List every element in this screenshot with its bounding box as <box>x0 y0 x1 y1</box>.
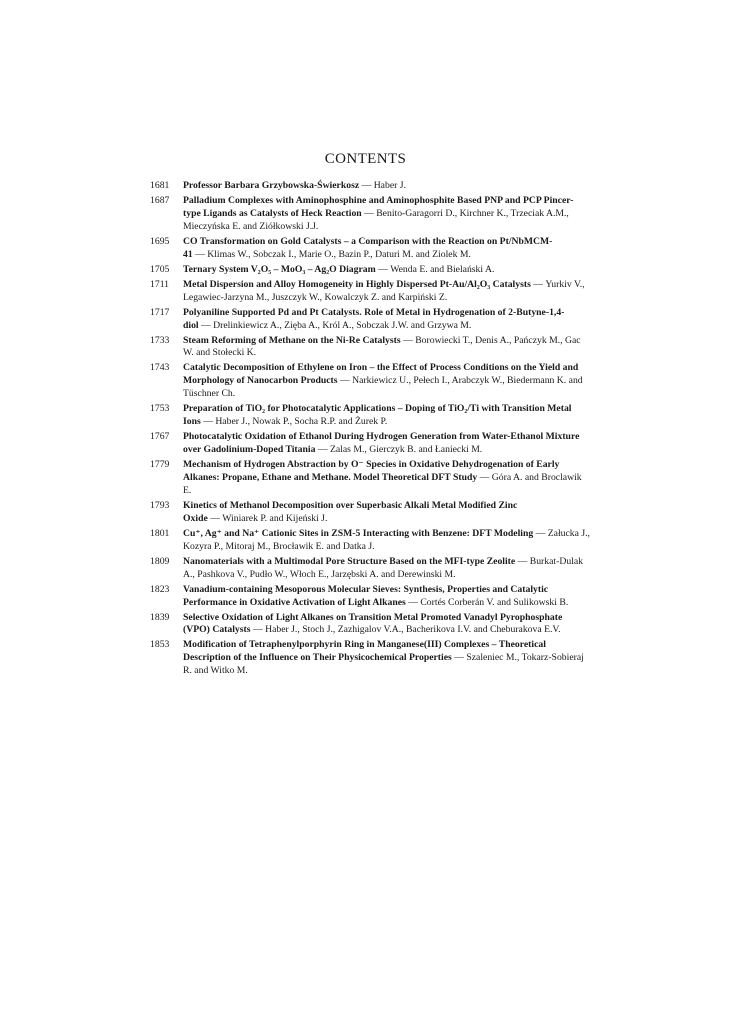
entry-authors: Borowiecki T., Denis A., Pańczyk M., Gac W. and Stołecki K. <box>183 334 581 359</box>
entry-page-number: 1853 <box>150 639 170 651</box>
entry-page-number: 1717 <box>150 306 170 318</box>
entry-authors: Góra A. and Broclawik E. <box>183 471 582 496</box>
entry-page-number: 1695 <box>150 235 170 247</box>
toc-entry <box>150 236 590 262</box>
entry-text <box>183 335 590 361</box>
author-separator: — <box>200 416 213 428</box>
entry-text <box>183 528 590 554</box>
entry-page-number: 1779 <box>150 459 170 471</box>
toc-entry <box>150 180 590 193</box>
entry-title: Cu⁺, Ag⁺ and Na⁺ Cationic Sites in ZSM-5 Interacting with Benzene: DFT Modeling <box>183 527 534 539</box>
author-separator: — <box>361 207 374 219</box>
author-separator: — <box>315 444 328 456</box>
entry-authors: Benito-Garagorri D., Kirchner K., Trzeciak A.M., Mieczyńska E. and Ziółkowski J.J. <box>183 207 569 232</box>
author-separator: — <box>451 652 464 664</box>
author-separator: — <box>533 527 546 539</box>
table-of-contents <box>150 180 590 680</box>
entry-page-number: 1809 <box>150 555 170 567</box>
entry-text <box>183 556 590 582</box>
entry-authors: Załucka J., Kozyra P., Mitoraj M., Brocławik E. and Datka J. <box>183 527 590 552</box>
contents-heading: CONTENTS <box>324 151 407 167</box>
entry-text <box>183 307 590 333</box>
author-separator: — <box>515 555 528 567</box>
entry-authors: Zalas M., Gierczyk B. and Łaniecki M. <box>329 444 483 456</box>
entry-title: Ternary System V₂O₅ – MoO₃ – Ag₂O Diagram <box>183 263 376 275</box>
entry-page-number: 1767 <box>150 431 170 443</box>
author-separator: — <box>400 334 413 346</box>
entry-text <box>183 459 590 498</box>
toc-entry <box>150 362 590 401</box>
author-separator: — <box>405 596 418 608</box>
entry-title: Mechanism of Hydrogen Abstraction by O⁻ Species in Oxidative Dehydrogenation of Early Alkanes: Propane, Ethane and Methane. Model Theoretical DFT Study <box>183 459 560 483</box>
toc-entry <box>150 403 590 429</box>
entry-title: Selective Oxidation of Light Alkanes on Transition Metal Promoted Vanadyl Pyrophosphate (VPO) Catalysts <box>183 611 563 636</box>
entry-authors: Narkiewicz U., Pełech I., Arabczyk W., Biedermann K. and Tüschner Ch. <box>183 375 583 400</box>
entry-title: Metal Dispersion and Alloy Homogeneity in Highly Dispersed Pt-Au/Al₂O₃ Catalysts <box>183 278 531 290</box>
entry-text <box>183 403 590 429</box>
entry-text <box>183 362 590 401</box>
author-separator: — <box>359 180 372 191</box>
toc-entry <box>150 528 590 554</box>
author-separator: — <box>198 319 211 331</box>
entry-title: CO Transformation on Gold Catalysts – a Comparison with the Reaction on Pt/NbMCM-41 <box>183 235 553 260</box>
entry-page-number: 1839 <box>150 611 170 623</box>
entry-page-number: 1687 <box>150 195 170 206</box>
entry-authors: Burkat-Dulak A., Pashkova V., Pudło W., Włoch E., Jarzębski A. and Derewinski M. <box>183 555 584 580</box>
entry-page-number: 1743 <box>150 362 170 374</box>
entry-authors: Haber J., Nowak P., Socha R.P. and Żurek P. <box>215 416 388 428</box>
entry-title: Modification of Tetraphenylporphyrin Ring in Manganese(III) Complexes – Theoretical Description of the Influence on Their Physicochemical Properties <box>183 639 546 664</box>
toc-entry <box>150 556 590 582</box>
entry-title: Photocatalytic Oxidation of Ethanol During Hydrogen Generation from Water-Ethanol Mixture over Gadolinium-Doped Titania <box>183 431 580 456</box>
entry-page-number: 1793 <box>150 499 170 511</box>
toc-entry <box>150 639 590 678</box>
toc-entry <box>150 431 590 457</box>
entry-authors: Haber J., Stoch J., Zazhigalov V.A., Bacherikova I.V. and Cheburakova E.V. <box>265 624 561 636</box>
toc-entry <box>150 335 590 361</box>
entry-text <box>183 279 590 305</box>
entry-title: Professor Barbara Grzybowska-Świerkosz <box>183 180 360 191</box>
author-separator: — <box>477 471 490 483</box>
entry-authors: Winiarek P. and Kijeński J. <box>222 512 328 524</box>
toc-entry <box>150 195 590 234</box>
author-separator: — <box>250 624 263 636</box>
entry-authors: Wenda E. and Bielański A. <box>390 263 495 275</box>
entry-authors: Szaleniec M., Tokarz-Sobieraj R. and Witko M. <box>183 652 584 677</box>
author-separator: — <box>207 512 220 524</box>
entry-title: Kinetics of Methanol Decomposition over Superbasic Alkali Metal Modified Zinc Oxide <box>183 499 518 524</box>
entry-title: Preparation of TiO₂ for Photocatalytic Applications – Doping of TiO₂/Ti with Transition Metal Ions <box>183 403 572 428</box>
entry-text <box>183 195 590 234</box>
entry-text <box>183 236 590 262</box>
entry-text <box>183 639 590 678</box>
entry-text <box>183 431 590 457</box>
toc-entry <box>150 500 590 526</box>
entry-page-number: 1681 <box>150 180 170 191</box>
toc-entry <box>150 584 590 610</box>
entry-title: Palladium Complexes with Aminophosphine and Aminophosphite Based PNP and PCP Pincer-type Ligands as Catalysts of Heck Reaction <box>183 195 574 219</box>
toc-entry <box>150 612 590 638</box>
entry-title: Nanomaterials with a Multimodal Pore Structure Based on the MFI-type Zeolite <box>183 555 516 567</box>
entry-authors: Yurkiv V., Legawiec-Jarzyna M., Juszczyk W., Kowalczyk Z. and Karpiński Z. <box>183 278 585 303</box>
entry-page-number: 1711 <box>150 278 170 290</box>
entry-text <box>183 180 590 193</box>
entry-text <box>183 264 590 277</box>
entry-authors: Drelinkiewicz A., Zięba A., Król A., Sobczak J.W. and Grzywa M. <box>213 319 472 331</box>
entry-text <box>183 584 590 610</box>
author-separator: — <box>530 278 543 290</box>
entry-text <box>183 500 590 526</box>
entry-page-number: 1801 <box>150 527 170 539</box>
entry-authors: Cortés Corberán V. and Sulikowski B. <box>420 596 569 608</box>
author-separator: — <box>337 375 350 387</box>
entry-authors: Klimas W., Sobczak I., Marie O., Bazin P., Daturi M. and Ziolek M. <box>207 248 471 260</box>
toc-entry <box>150 279 590 305</box>
toc-entry <box>150 307 590 333</box>
author-separator: — <box>375 263 388 275</box>
toc-entry <box>150 459 590 498</box>
entry-page-number: 1733 <box>150 334 170 346</box>
entry-title: Steam Reforming of Methane on the Ni-Re Catalysts <box>183 334 401 346</box>
entry-title: Polyaniline Supported Pd and Pt Catalysts. Role of Metal in Hydrogenation of 2-Butyne-1,4-diol <box>183 306 565 331</box>
entry-title: Vanadium-containing Mesoporous Molecular Sieves: Synthesis, Properties and Catalytic Performance in Oxidative Activation of Light Alkanes <box>183 583 549 608</box>
entry-page-number: 1753 <box>150 403 170 415</box>
author-separator: — <box>192 248 205 260</box>
entry-page-number: 1705 <box>150 263 170 275</box>
entry-page-number: 1823 <box>150 583 170 595</box>
entry-authors: Haber J. <box>373 180 406 191</box>
entry-title: Catalytic Decomposition of Ethylene on Iron – the Effect of Process Conditions on the Yield and Morphology of Nanocarbon Products <box>183 362 579 387</box>
entry-text <box>183 612 590 638</box>
toc-entry <box>150 264 590 277</box>
